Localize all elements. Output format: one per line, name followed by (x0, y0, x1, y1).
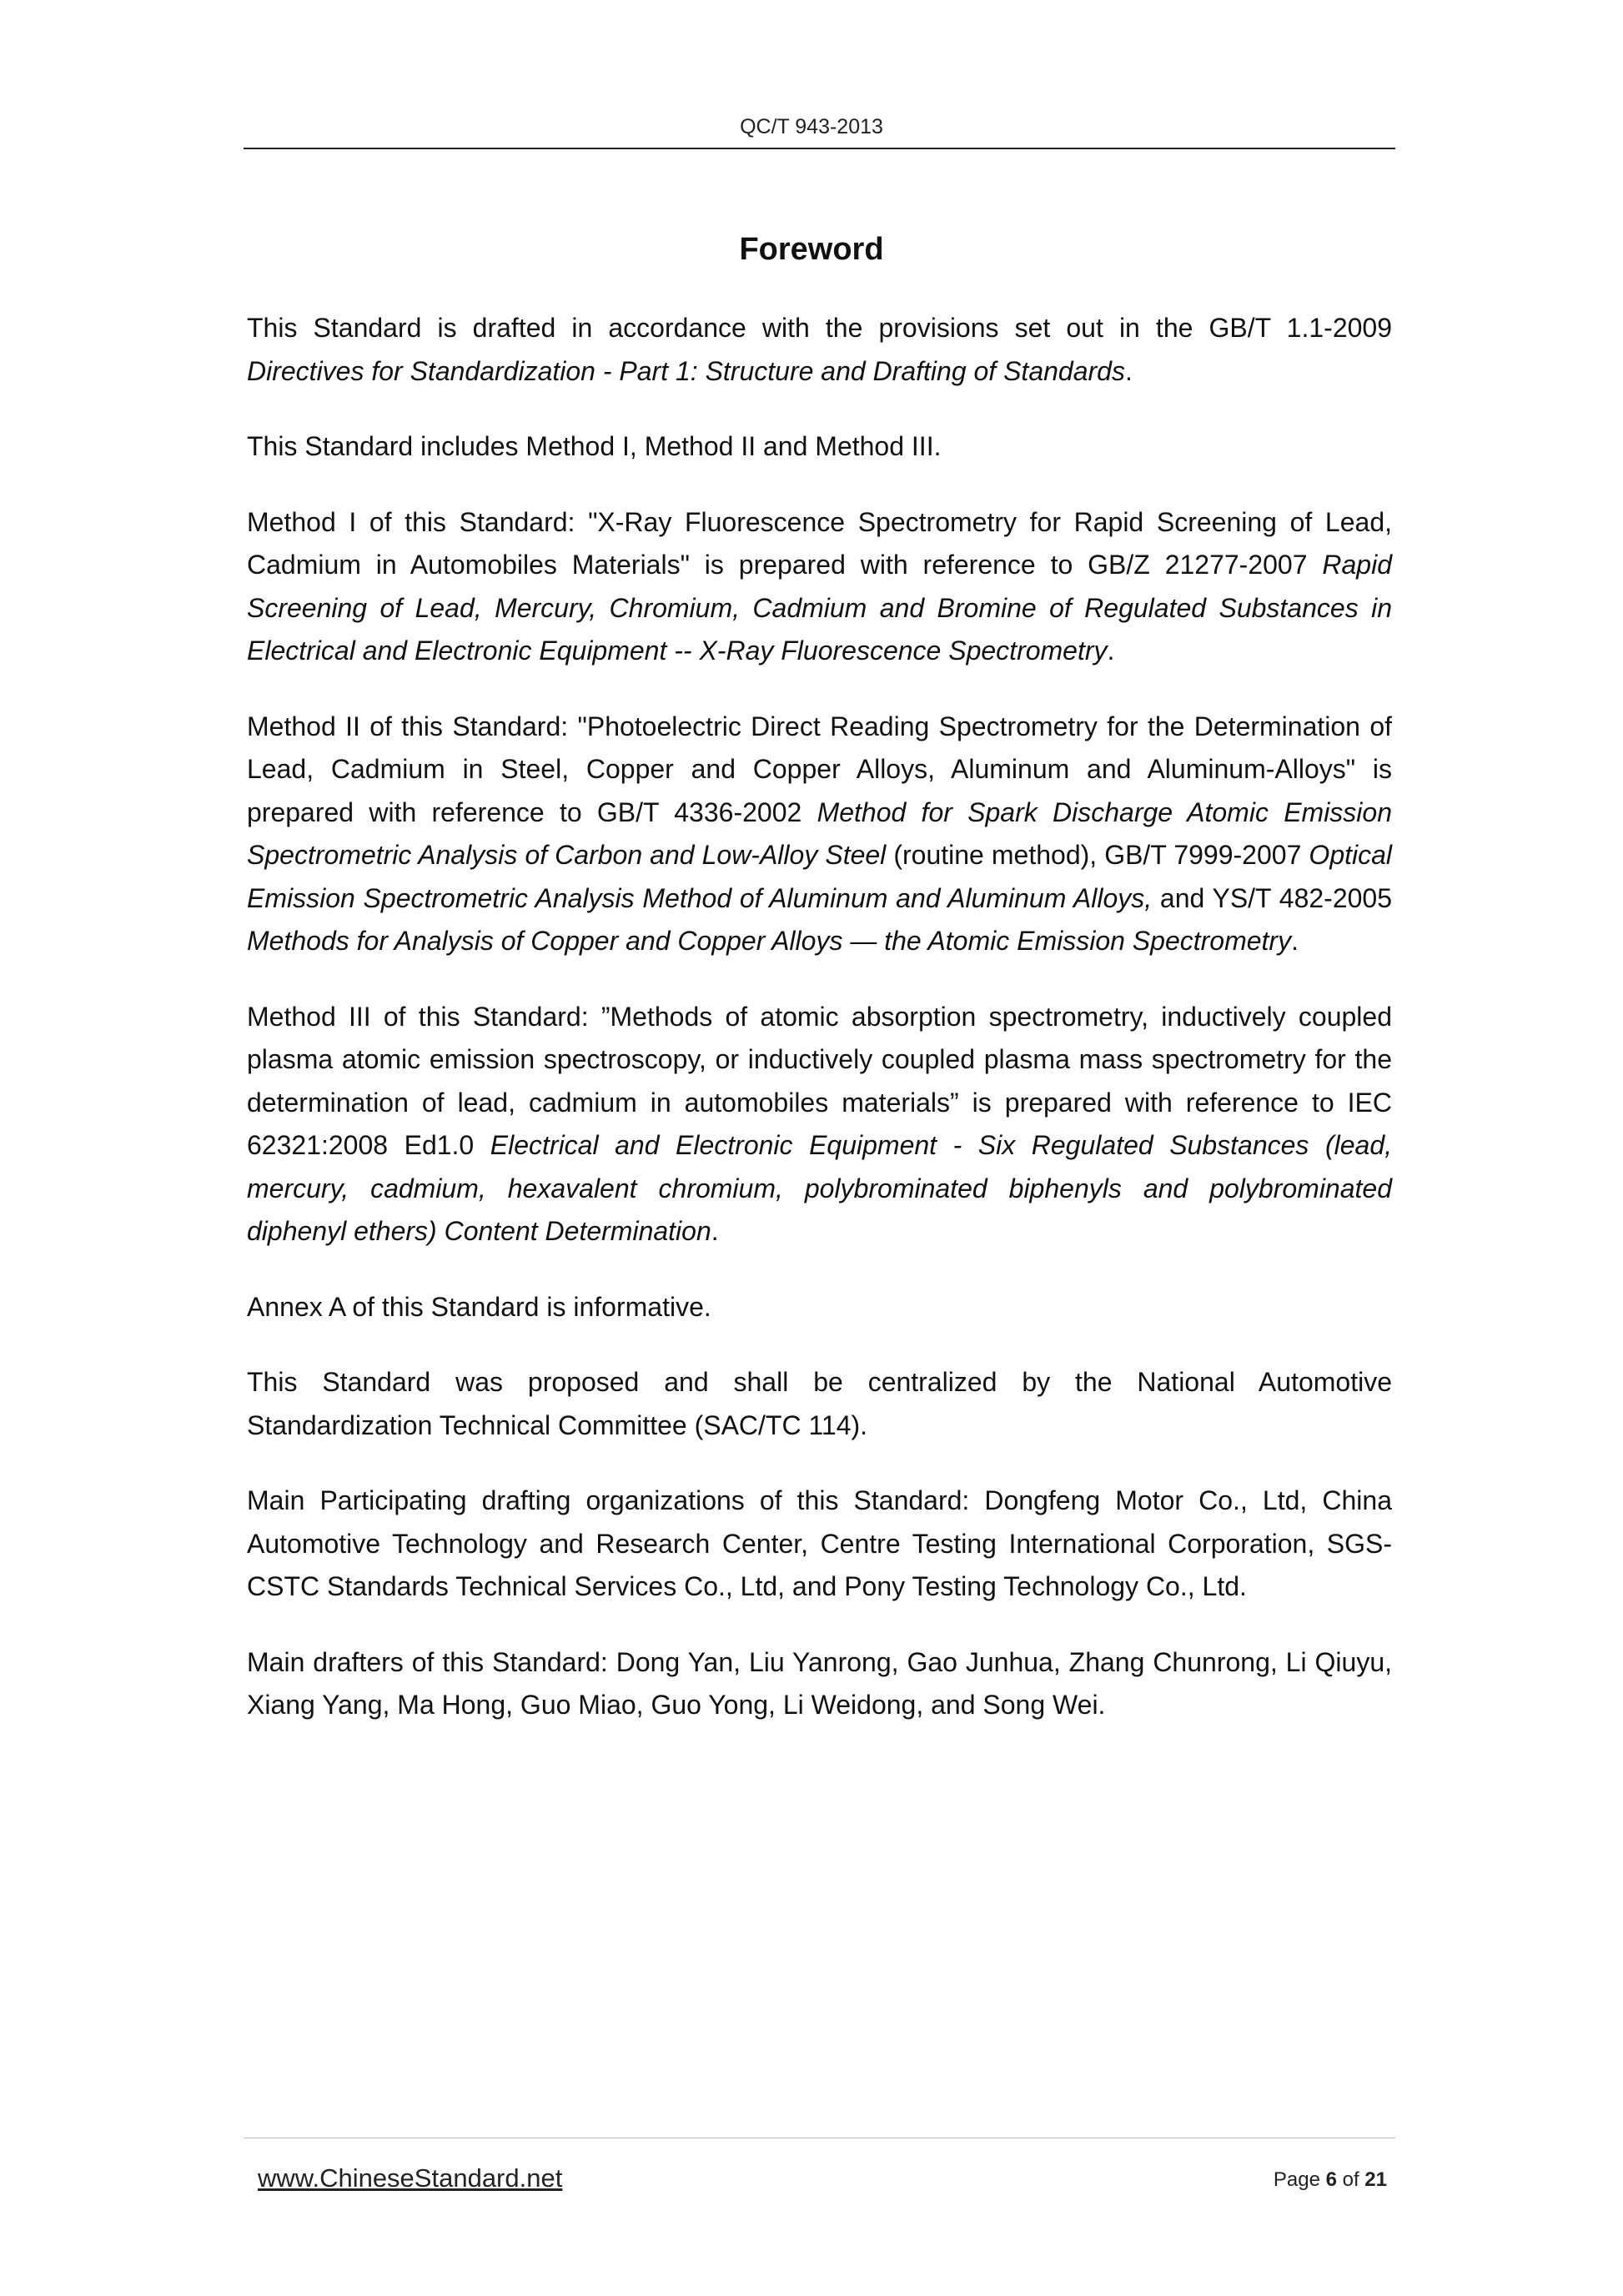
page-title: Foreword (739, 232, 884, 267)
text-run: . (711, 1216, 719, 1246)
page-number (1274, 2168, 1387, 2192)
page-of: of (1336, 2168, 1365, 2191)
document-code: QC/T 943-2013 (740, 115, 883, 138)
paragraph-drafters: Main drafters of this Standard: Dong Yan, Liu Yanrong, Gao Junhua, Zhang Chunrong, Li Qiuyu, Xiang Yang, Ma Hong, Guo Miao, Guo Yong, Li Weidong, and Song Wei. (247, 1646, 1392, 1720)
paragraph-method-3 (247, 996, 1392, 1254)
text-run: . (1107, 636, 1115, 666)
paragraph-method-1 (247, 501, 1392, 673)
text-run: Method II of this Standard: "Photoelectric Direct Reading Spectrometry for the Determination of Lead, Cadmium in Steel, Copper and Copper Alloys, Aluminum and Aluminum-Alloys" is prepared with reference to GB/T 4336-2002 (247, 711, 1392, 827)
italic-title: Rapid Screening of Lead, Mercury, Chromium, Cadmium and Bromine of Regulated Substances in Electrical and Electronic Equipment -- X-Ray Fluorescence Spectrometry (247, 550, 1392, 666)
header-divider (244, 148, 1395, 149)
italic-title: Method for Spark Discharge Atomic Emission Spectrometric Analysis of Carbon and Low-Alloy Steel (247, 796, 1393, 870)
text-run: Method I of this Standard: "X-Ray Fluorescence Spectrometry for Rapid Screening of Lead, Cadmium in Automobiles Materials" is prepared with reference to GB/Z 21277-2007 (247, 506, 1392, 580)
text-run: Method III of this Standard: ”Methods of atomic absorption spectrometry, inductively coupled plasma atomic emission spectroscopy, or inductively coupled plasma mass spectrometry for the determination of lead, cadmium in automobiles materials” is prepared with reference to IEC 62321:2008 Ed1.0 (247, 1001, 1392, 1160)
paragraph-organizations: Main Participating drafting organizations of this Standard: Dongfeng Motor Co., Ltd, China Automotive Technology and Research Center, Centre Testing International Corporation, SGS-CSTC Standards Technical Services Co., Ltd, and Pony Testing Technology Co., Ltd. (247, 1485, 1392, 1601)
text-run: . (1291, 926, 1299, 956)
page-current: 6 (1325, 2168, 1337, 2191)
italic-title: Directives for Standardization - Part 1: Structure and Drafting of Standards (247, 355, 1125, 386)
paragraph-drafting-basis (247, 307, 1392, 393)
foreword-body (247, 307, 1392, 1760)
paragraph-method-2 (247, 706, 1392, 963)
text-run: and YS/T 482-2005 (1152, 882, 1393, 913)
page-total: 21 (1364, 2168, 1387, 2191)
italic-title: Electrical and Electronic Equipment - Six Regulated Substances (lead, mercury, cadmium, hexavalent chromium, polybrominated biphenyls and polybrominated diphenyl ethers) Content Determination (247, 1130, 1393, 1246)
italic-title: Optical Emission Spectrometric Analysis Method of Aluminum and Aluminum Alloys, (247, 840, 1393, 913)
page-prefix: Page (1273, 2168, 1326, 2191)
paragraph-methods: This Standard includes Method I, Method II and Method III. (247, 431, 942, 461)
text-run: . (1124, 355, 1133, 386)
text-run: (routine method), GB/T 7999-2007 (886, 840, 1309, 870)
website-link[interactable]: www.ChineseStandard.net (258, 2163, 563, 2193)
paragraph-proposer: This Standard was proposed and shall be centralized by the National Automotive Standardization Technical Committee (SAC/TC 114). (247, 1367, 1392, 1440)
text-run: This Standard is drafted in accordance with the provisions set out in the GB/T 1.1-2009 (247, 313, 1392, 343)
paragraph-annex: Annex A of this Standard is informative. (247, 1291, 711, 1322)
italic-title: Methods for Analysis of Copper and Copper Alloys — the Atomic Emission Spectrometry (247, 926, 1292, 956)
